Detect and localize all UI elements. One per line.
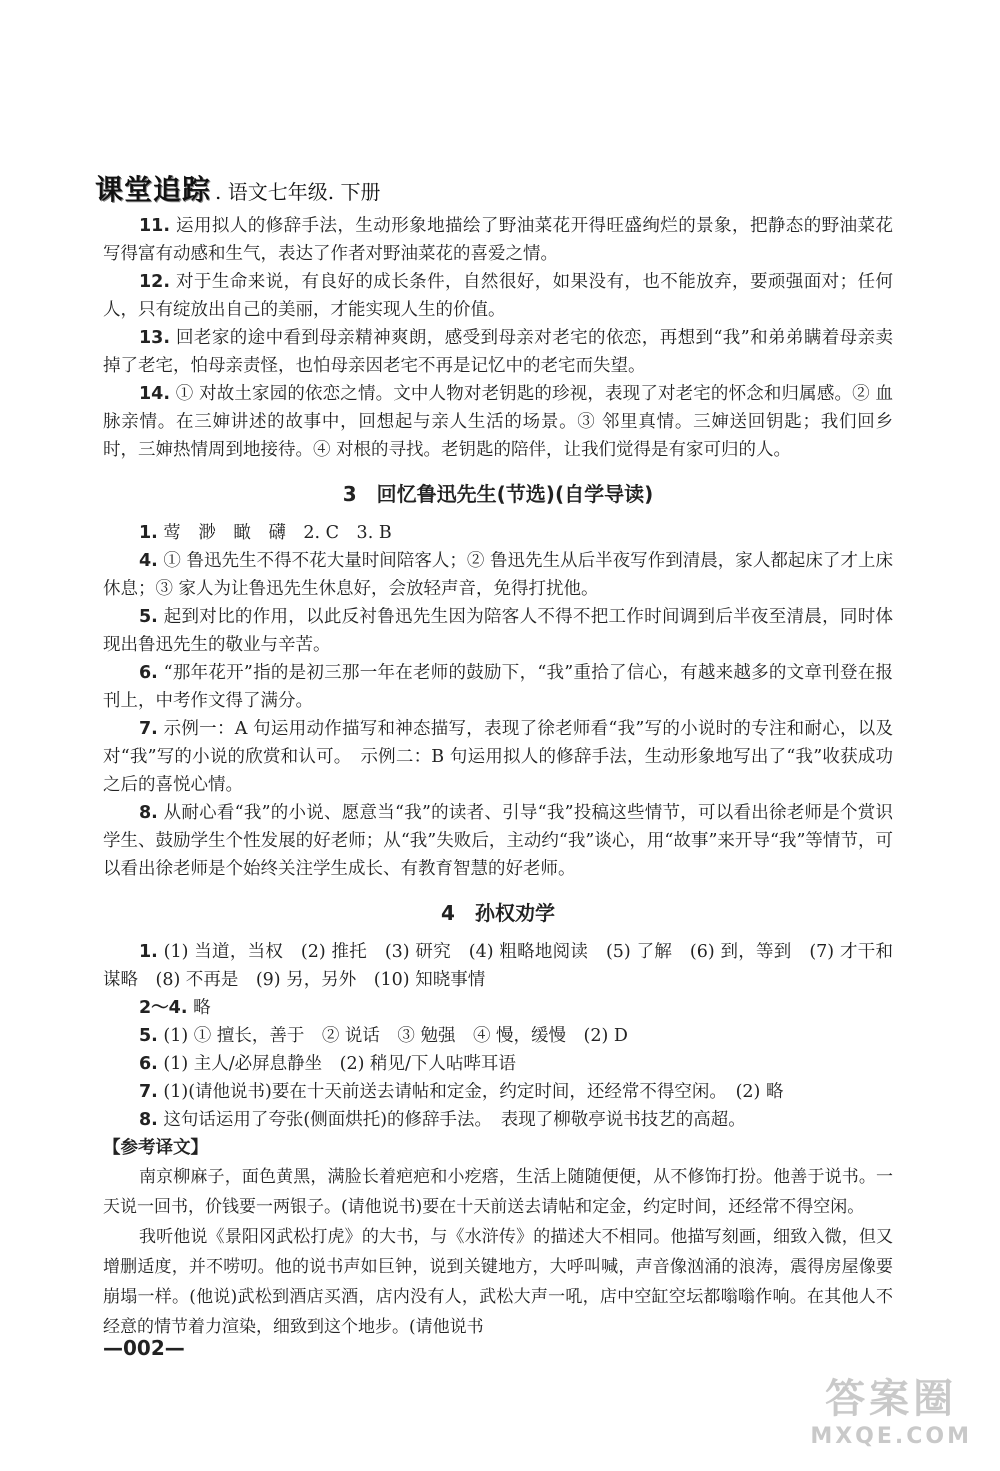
answer-item: 8. 这句话运用了夸张(侧面烘托)的修辞手法。 表现了柳敬亭说书技艺的高超。 [139, 1110, 746, 1130]
answer-item: 6. “那年花开”指的是初三那一年在老师的鼓励下，“我”重拾了信心，有越来越多的文章刊登在报刊上，中考作文得了满分。 [103, 663, 893, 711]
reference-translation-label: 【参考译文】 [103, 1138, 208, 1158]
answer-content [103, 212, 893, 1342]
answer-item: 6. (1) 主人/必屏息静坐 (2) 稍见/下人呫哔耳语 [139, 1054, 516, 1074]
watermark-text: 答案圈 [825, 1376, 958, 1422]
answer-item: 12. 对于生命来说，有良好的成长条件，自然很好，如果没有，也不能放弃，要顽强面对；任何人，只有绽放出自己的美丽，才能实现人生的价值。 [103, 272, 893, 320]
section-4-items [103, 938, 893, 1342]
page-number: —002— [103, 1336, 185, 1360]
answer-item: 2～4. 略 [139, 998, 211, 1018]
answer-item: 14. ① 对故土家园的依恋之情。文中人物对老钥匙的珍视，表现了对老宅的怀念和归属感。② 血脉亲情。在三婶讲述的故事中，回想起与亲人生活的场景。③ 邻里真情。三婶送回钥匙；我们回乡时，三婶热情周到地接待。④ 对根的寻找。老钥匙的陪伴，让我们觉得是有家可归的人。 [103, 384, 893, 460]
answer-item: 11. 运用拟人的修辞手法，生动形象地描绘了野油菜花开得旺盛绚烂的景象，把静态的野油菜花写得富有动感和生气，表达了作者对野油菜花的喜爱之情。 [103, 216, 893, 264]
section-title: 3 回忆鲁迅先生(节选)(自学导读) [342, 482, 654, 506]
book-subtitle: . 语文七年级. 下册 [215, 180, 381, 204]
translation-paragraph: 我听他说《景阳冈武松打虎》的大书，与《水浒传》的描述大不相同。他描写刻画，细致入微，但又增删适度，并不唠叨。他的说书声如巨钟，说到关键地方，大呼叫喊，声音像汹涌的浪涛，震得房屋像要崩塌一样。(他说)武松到酒店买酒，店内没有人，武松大声一吼，店中空缸空坛都嗡嗡作响。在其他人不经意的情节着力渲染，细致到这个地步。(请他说书 [103, 1227, 893, 1337]
answer-item: 5. 起到对比的作用，以此反衬鲁迅先生因为陪客人不得不把工作时间调到后半夜至清晨，同时体现出鲁迅先生的敬业与辛苦。 [103, 607, 893, 655]
items-top [103, 212, 893, 464]
watermark-url: MXQE.COM [810, 1424, 972, 1449]
answer-item: 7. (1)(请他说书)要在十天前送去请帖和定金，约定时间，还经常不得空闲。 (2) 略 [139, 1082, 784, 1102]
answer-item: 13. 回老家的途中看到母亲精神爽朗，感受到母亲对老宅的依恋，再想到“我”和弟弟瞒着母亲卖掉了老宅，怕母亲责怪，也怕母亲因老宅不再是记忆中的老宅而失望。 [103, 328, 893, 376]
reference-translation [103, 1162, 893, 1342]
answer-item: 5. (1) ① 擅长，善于 ② 说话 ③ 勉强 ④ 慢，缓慢 (2) D [139, 1026, 628, 1046]
answer-item: 8. 从耐心看“我”的小说、愿意当“我”的读者、引导“我”投稿这些情节，可以看出徐老师是个赏识学生、鼓励学生个性发展的好老师；从“我”失败后，主动约“我”谈心，用“故事”来开导“我”等情节，可以看出徐老师是个始终关注学生成长、有教育智慧的好老师。 [103, 803, 893, 879]
answer-item: 7. 示例一：A 句运用动作描写和神态描写，表现了徐老师看“我”写的小说时的专注和耐心，以及对“我”写的小说的欣赏和认可。 示例二：B 句运用拟人的修辞手法，生动形象地写出了“我”收获成功之后的喜悦心情。 [103, 719, 893, 795]
translation-paragraph: 南京柳麻子，面色黄黑，满脸长着疤疤和小疙瘩，生活上随随便便，从不修饰打扮。他善于说书。一天说一回书，价钱要一两银子。(请他说书)要在十天前送去请帖和定金，约定时间，还经常不得空闲。 [103, 1167, 893, 1217]
answer-item: 1. 莺 渺 瞰 礴 2. C 3. B [139, 523, 392, 543]
book-logo: 课堂追踪 [95, 173, 212, 206]
section-title: 4 孙权劝学 [441, 901, 555, 925]
watermark-logo [810, 1367, 972, 1449]
answer-item: 1. (1) 当道，当权 (2) 推托 (3) 研究 (4) 粗略地阅读 (5) 了解 (6) 到，等到 (7) 才干和谋略 (8) 不再是 (9) 另，另外 (10) 知晓事情 [103, 942, 893, 990]
page-header [95, 168, 380, 208]
section-3-items [103, 519, 893, 883]
answer-item: 4. ① 鲁迅先生不得不花大量时间陪客人；② 鲁迅先生从后半夜写作到清晨，家人都起床了才上床休息；③ 家人为让鲁迅先生休息好，会放轻声音，免得打扰他。 [103, 551, 893, 599]
